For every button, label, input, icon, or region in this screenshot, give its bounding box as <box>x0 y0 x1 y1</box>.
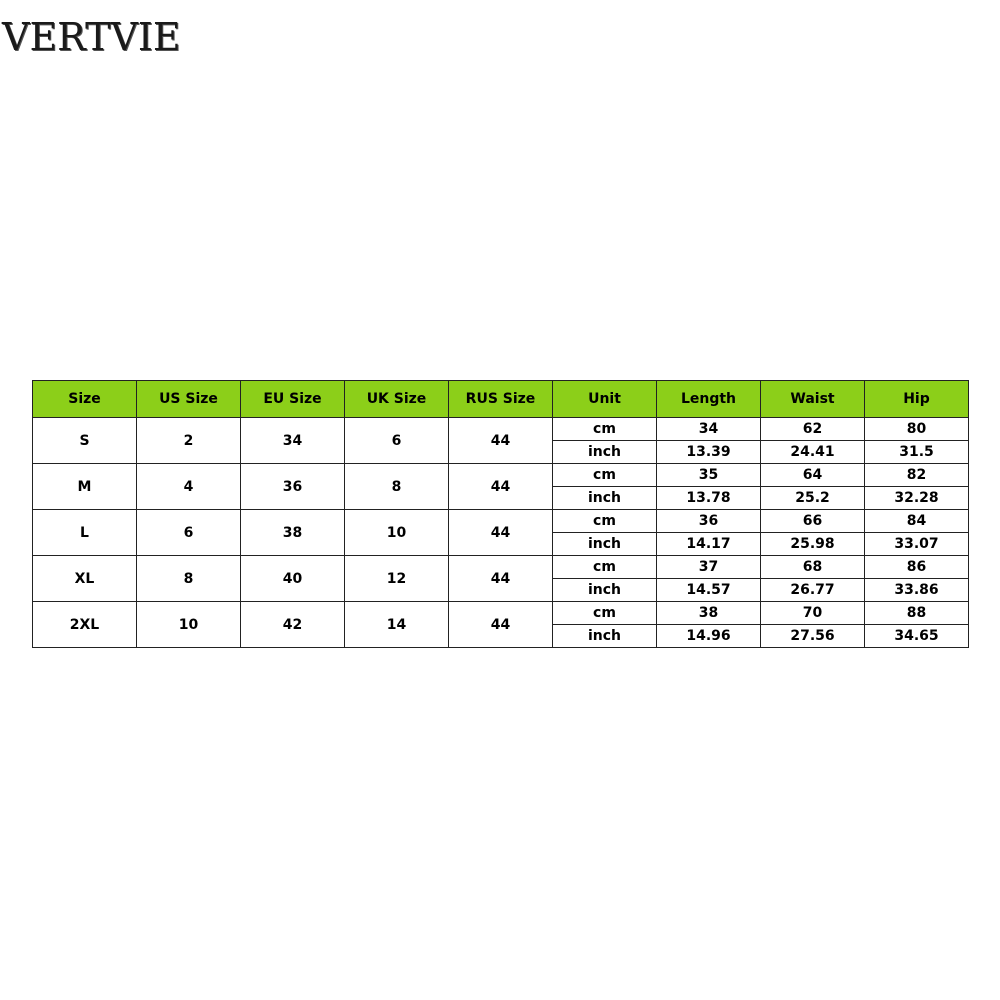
length-cell: 34 <box>657 418 761 441</box>
hip-cell: 32.28 <box>865 487 969 510</box>
uk-size-cell: 12 <box>345 556 449 602</box>
hip-cell: 80 <box>865 418 969 441</box>
waist-cell: 68 <box>761 556 865 579</box>
header-rus-size: RUS Size <box>449 381 553 418</box>
length-cell: 36 <box>657 510 761 533</box>
waist-cell: 24.41 <box>761 441 865 464</box>
table-row <box>33 418 969 441</box>
eu-size-cell: 40 <box>241 556 345 602</box>
eu-size-cell: 36 <box>241 464 345 510</box>
length-cell: 38 <box>657 602 761 625</box>
uk-size-cell: 8 <box>345 464 449 510</box>
unit-cell: inch <box>553 625 657 648</box>
hip-cell: 88 <box>865 602 969 625</box>
length-cell: 14.57 <box>657 579 761 602</box>
table-row <box>33 510 969 533</box>
waist-cell: 27.56 <box>761 625 865 648</box>
header-size: Size <box>33 381 137 418</box>
waist-cell: 62 <box>761 418 865 441</box>
hip-cell: 31.5 <box>865 441 969 464</box>
header-us-size: US Size <box>137 381 241 418</box>
unit-cell: inch <box>553 487 657 510</box>
waist-cell: 25.2 <box>761 487 865 510</box>
us-size-cell: 4 <box>137 464 241 510</box>
rus-size-cell: 44 <box>449 418 553 464</box>
header-waist: Waist <box>761 381 865 418</box>
rus-size-cell: 44 <box>449 464 553 510</box>
hip-cell: 82 <box>865 464 969 487</box>
brand-logo: VERTVIE <box>2 15 181 59</box>
waist-cell: 64 <box>761 464 865 487</box>
table-header-row <box>33 381 969 418</box>
header-hip: Hip <box>865 381 969 418</box>
size-cell: XL <box>33 556 137 602</box>
waist-cell: 66 <box>761 510 865 533</box>
unit-cell: inch <box>553 533 657 556</box>
hip-cell: 33.07 <box>865 533 969 556</box>
unit-cell: cm <box>553 556 657 579</box>
eu-size-cell: 42 <box>241 602 345 648</box>
rus-size-cell: 44 <box>449 510 553 556</box>
unit-cell: inch <box>553 579 657 602</box>
length-cell: 35 <box>657 464 761 487</box>
length-cell: 13.39 <box>657 441 761 464</box>
length-cell: 13.78 <box>657 487 761 510</box>
waist-cell: 25.98 <box>761 533 865 556</box>
waist-cell: 70 <box>761 602 865 625</box>
size-cell: S <box>33 418 137 464</box>
table-row <box>33 464 969 487</box>
us-size-cell: 8 <box>137 556 241 602</box>
header-uk-size: UK Size <box>345 381 449 418</box>
uk-size-cell: 10 <box>345 510 449 556</box>
length-cell: 14.96 <box>657 625 761 648</box>
length-cell: 14.17 <box>657 533 761 556</box>
rus-size-cell: 44 <box>449 556 553 602</box>
header-unit: Unit <box>553 381 657 418</box>
header-eu-size: EU Size <box>241 381 345 418</box>
size-cell: M <box>33 464 137 510</box>
uk-size-cell: 6 <box>345 418 449 464</box>
waist-cell: 26.77 <box>761 579 865 602</box>
us-size-cell: 6 <box>137 510 241 556</box>
size-chart-table <box>32 380 969 648</box>
table-row <box>33 602 969 625</box>
size-cell: L <box>33 510 137 556</box>
hip-cell: 84 <box>865 510 969 533</box>
unit-cell: inch <box>553 441 657 464</box>
header-length: Length <box>657 381 761 418</box>
us-size-cell: 2 <box>137 418 241 464</box>
hip-cell: 33.86 <box>865 579 969 602</box>
length-cell: 37 <box>657 556 761 579</box>
table-row <box>33 556 969 579</box>
unit-cell: cm <box>553 418 657 441</box>
unit-cell: cm <box>553 464 657 487</box>
size-cell: 2XL <box>33 602 137 648</box>
unit-cell: cm <box>553 602 657 625</box>
us-size-cell: 10 <box>137 602 241 648</box>
eu-size-cell: 34 <box>241 418 345 464</box>
hip-cell: 34.65 <box>865 625 969 648</box>
eu-size-cell: 38 <box>241 510 345 556</box>
rus-size-cell: 44 <box>449 602 553 648</box>
hip-cell: 86 <box>865 556 969 579</box>
uk-size-cell: 14 <box>345 602 449 648</box>
unit-cell: cm <box>553 510 657 533</box>
